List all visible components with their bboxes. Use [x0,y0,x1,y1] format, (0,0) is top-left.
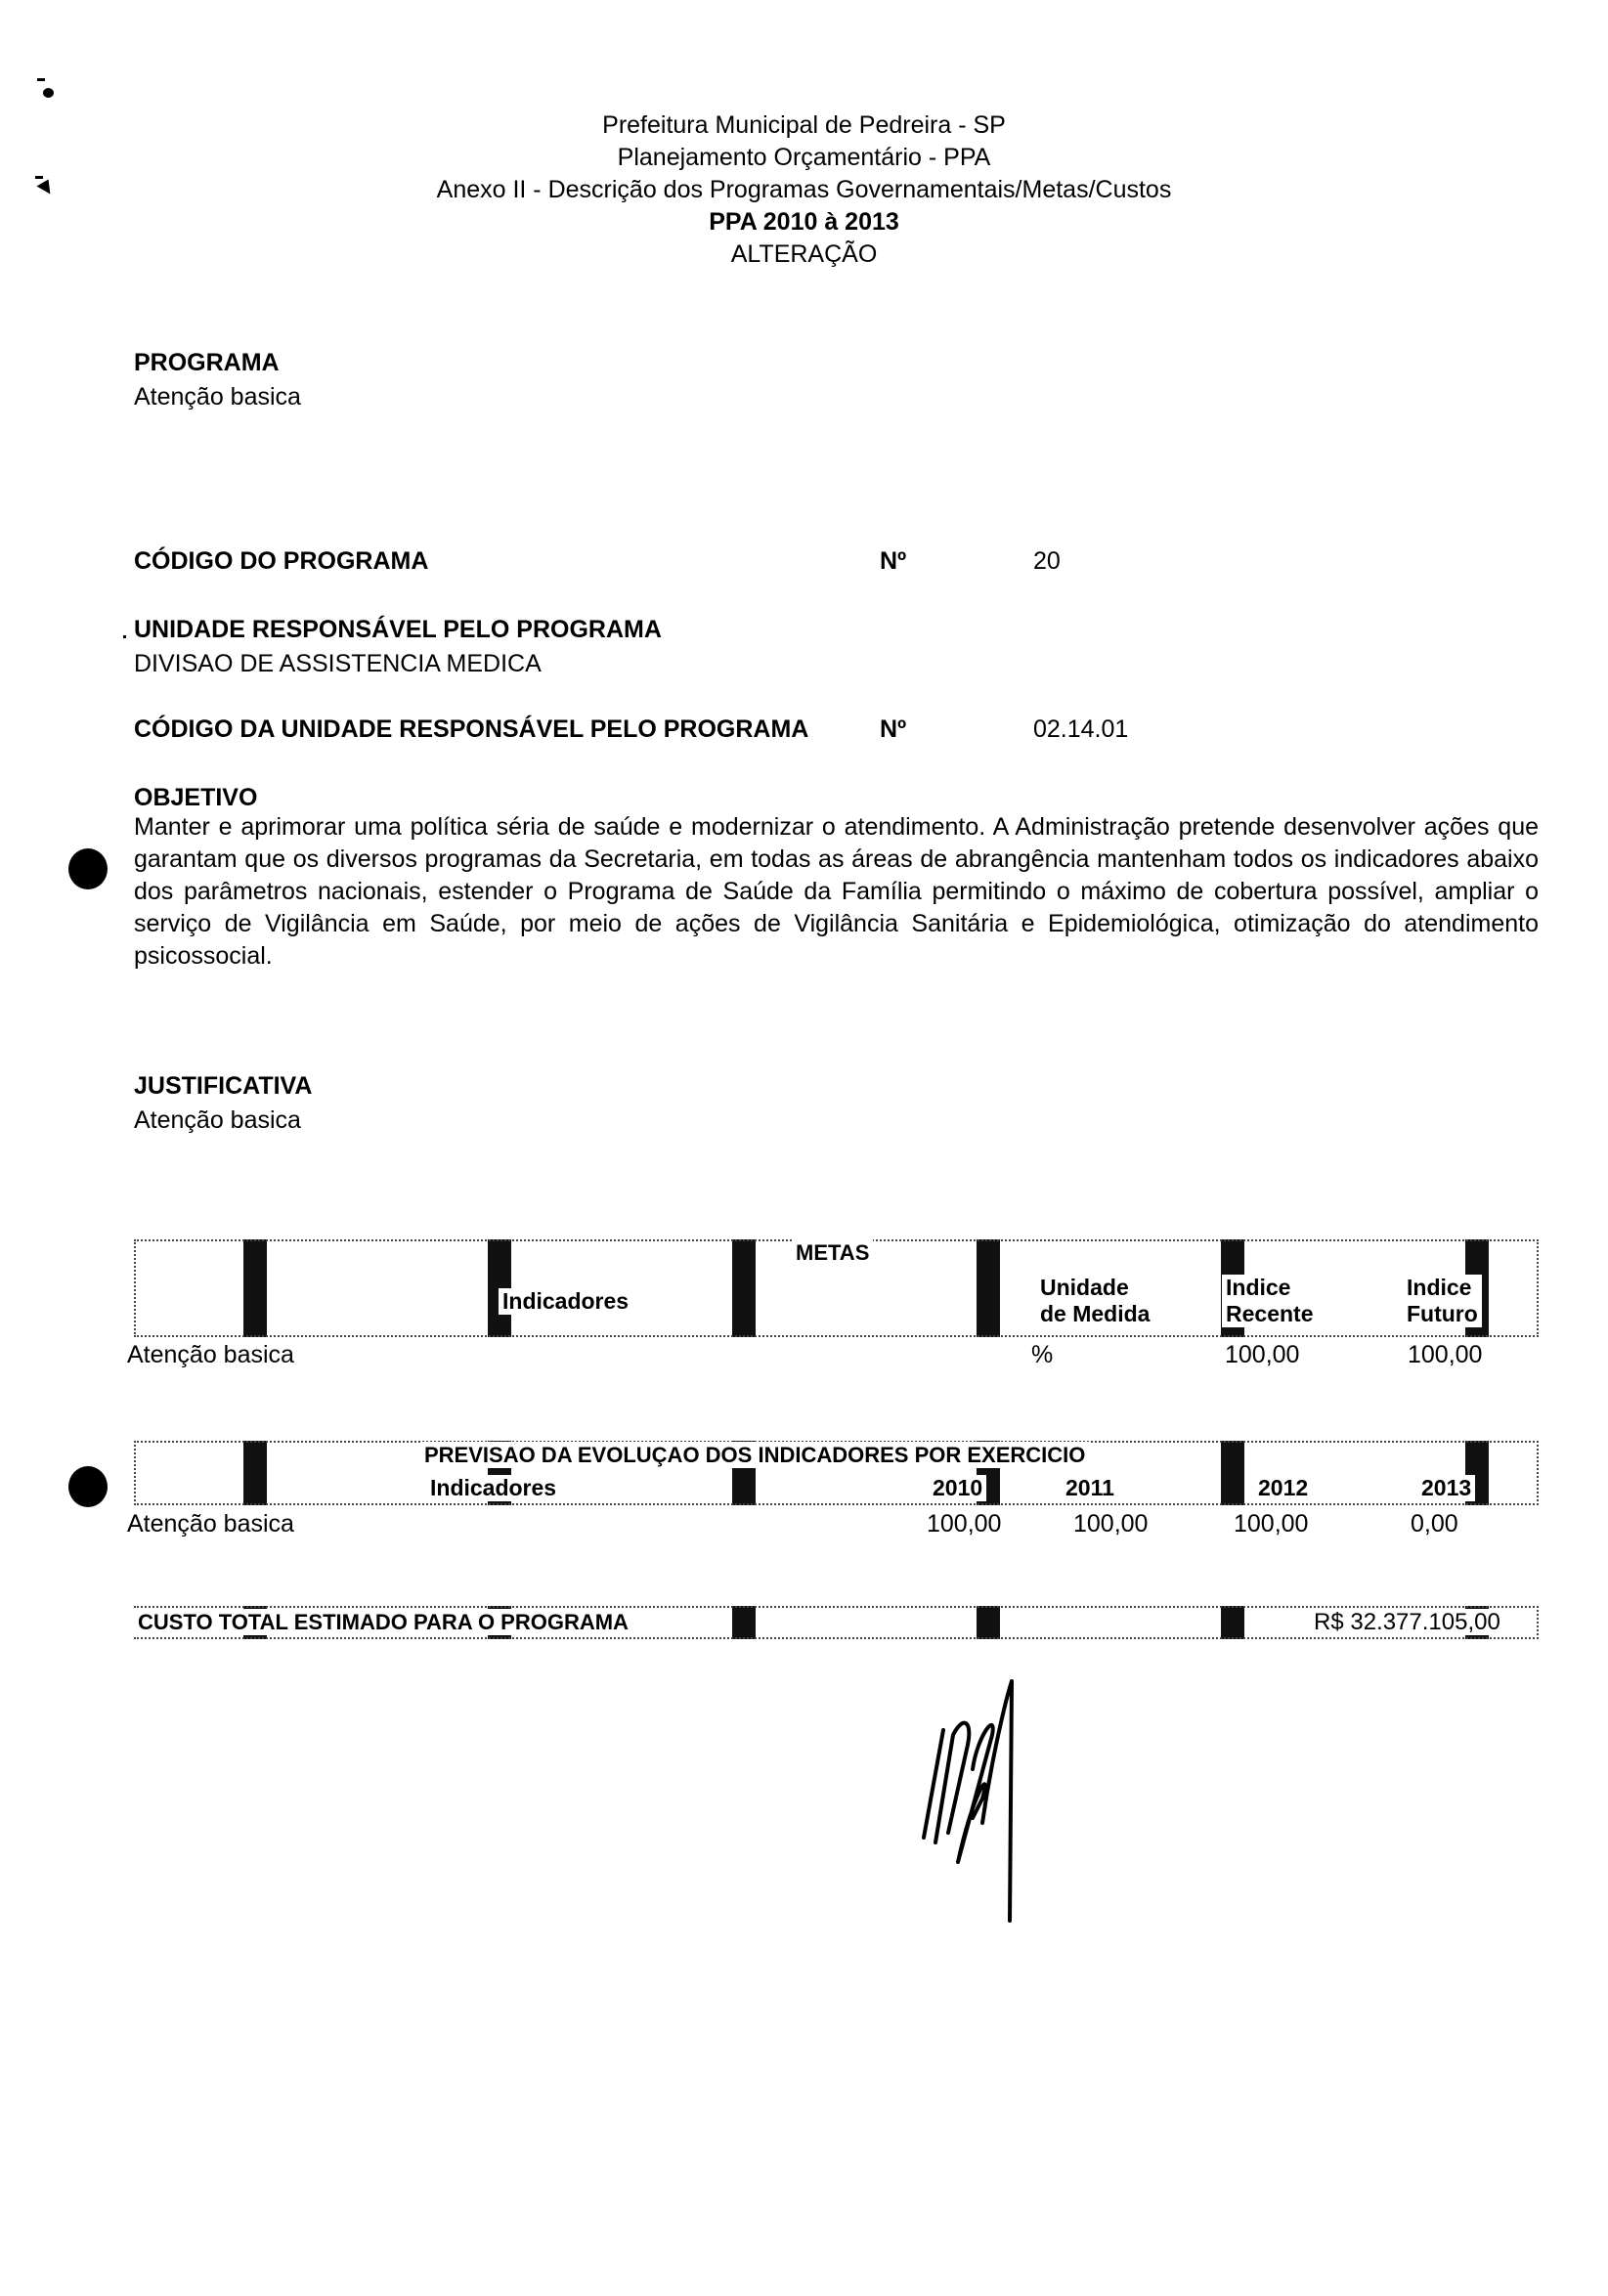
header-municipality: Prefeitura Municipal de Pedreira - SP [602,111,1006,139]
metas-col-recente-l1: Indice [1226,1275,1291,1300]
previsao-row-2011: 100,00 [1073,1510,1149,1538]
previsao-title: PREVISAO DA EVOLUÇAO DOS INDICADORES POR EXERCICIO [420,1442,1089,1468]
codigo-unidade-value: 02.14.01 [1033,715,1129,743]
previsao-col-indicadores: Indicadores [426,1475,560,1501]
punch-hole [68,1466,108,1507]
codigo-unidade-label: CÓDIGO DA UNIDADE RESPONSÁVEL PELO PROGRAMA [134,715,809,743]
justificativa-label: JUSTIFICATIVA [134,1072,313,1100]
previsao-row-2012: 100,00 [1234,1510,1309,1538]
codigo-unidade-no: Nº [880,715,907,743]
metas-title: METAS [792,1239,873,1266]
metas-col-unidade-l1: Unidade [1040,1275,1129,1300]
metas-col-recente [1222,1275,1317,1327]
previsao-col-2013: 2013 [1417,1475,1475,1501]
metas-col-futuro [1403,1275,1482,1327]
metas-row-futuro: 100,00 [1408,1341,1483,1368]
previsao-row-2010: 100,00 [927,1510,1002,1538]
metas-col-recente-l2: Recente [1226,1301,1314,1326]
header-planning: Planejamento Orçamentário - PPA [617,144,991,171]
objetivo-text: Manter e aprimorar uma política séria de saúde e modernizar o atendimento. A Administração pretende desenvolver ações que garantam que os diversos programas da Secretaria, em todas as áreas de abrangência mantenham todos os indicadores abaixo dos parâmetros nacionais, estender o Programa de Saúde da Família permitindo o máximo de cobertura possível, ampliar o serviço de Vigilância em Saúde, por meio de ações de Vigilância Sanitária e Epidemiológica, otimização do atendimento psicossocial. [134,813,1539,970]
scan-mark [37,78,45,81]
objetivo-label: OBJETIVO [134,784,258,811]
previsao-row-indicador: Atenção basica [127,1510,294,1538]
metas-col-unidade [1036,1275,1153,1327]
metas-col-indicadores: Indicadores [499,1288,632,1315]
header-annex: Anexo II - Descrição dos Programas Governamentais/Metas/Custos [436,176,1172,203]
previsao-col-2010: 2010 [929,1475,986,1501]
header-status: ALTERAÇÃO [730,240,878,268]
codigo-programa-no: Nº [880,547,907,575]
metas-row-indicador: Atenção basica [127,1341,294,1368]
scan-dot [43,88,54,98]
header-period: PPA 2010 à 2013 [709,208,899,236]
metas-col-unidade-l2: de Medida [1040,1301,1151,1326]
scan-dot [123,635,126,638]
programa-value: Atenção basica [134,383,301,411]
justificativa-value: Atenção basica [134,1106,301,1134]
custo-label: CUSTO TOTAL ESTIMADO PARA O PROGRAMA [134,1609,632,1635]
metas-row-unidade: % [1031,1341,1054,1368]
programa-label: PROGRAMA [134,349,280,376]
metas-row-recente: 100,00 [1225,1341,1300,1368]
custo-value: R$ 32.377.105,00 [1310,1609,1504,1635]
punch-hole [68,848,108,889]
previsao-row-2013: 0,00 [1411,1510,1458,1538]
unidade-value: DIVISAO DE ASSISTENCIA MEDICA [134,650,542,677]
codigo-programa-label: CÓDIGO DO PROGRAMA [134,547,429,575]
previsao-col-2012: 2012 [1254,1475,1312,1501]
document-header [0,109,1608,271]
unidade-label: UNIDADE RESPONSÁVEL PELO PROGRAMA [134,616,662,643]
codigo-programa-value: 20 [1033,547,1061,575]
metas-col-futuro-l2: Futuro [1407,1301,1478,1326]
metas-col-futuro-l1: Indice [1407,1275,1472,1300]
signature [914,1676,1031,1940]
previsao-col-2011: 2011 [1062,1475,1118,1501]
